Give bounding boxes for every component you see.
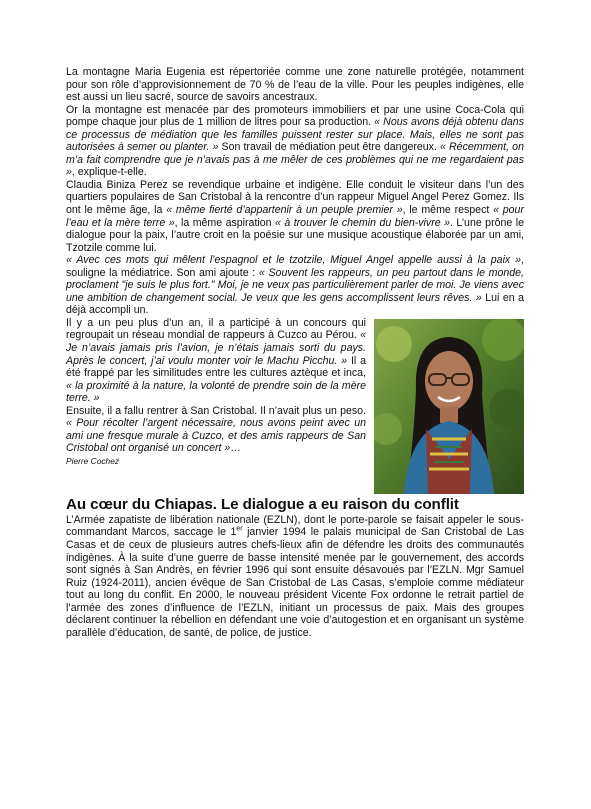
quote-water: « pour l’eau et la mère terre » [66, 204, 524, 229]
article-page [66, 66, 524, 639]
section-heading: Au cœur du Chiapas. Le dialogue a eu raison du conflit [66, 495, 459, 513]
superscript-er: er [236, 525, 243, 533]
quote-plane: « Je n’avais jamais pris l’avion, je n’étais jamais sorti du pays. Après le concert, j’ai voulu monter voir le Machu Picchu. » [66, 329, 366, 367]
text-mountain: La montagne Maria Eugenia est répertoriée comme une zone naturelle protégée, notamment pour son rôle d’approvisionnement de 70 % de l’eau de la ville. Pour les peuples indigènes, elle est aussi un lieu sacré, source de savoirs ancestraux. [66, 66, 524, 104]
quote-recent: « Récemment, on m’a fait comprendre que je n’avais pas à me mêler de ces problèmes qui ne me regardaient pas » [66, 141, 524, 179]
quote-pride: « même fierté d’appartenir à un peuple premier » [166, 204, 403, 217]
text-threat: Or la montagne est menacée par des promoteurs immobiliers et par une usine Coca-Cola qui pompe chaque jour plus de 1 million de litres pour sa production. [66, 103, 524, 129]
text-ellipsis: … [230, 442, 241, 455]
text-similarities: Il a été frappé par les similitudes entre les cultures aztèque et inca, [66, 354, 366, 380]
text-return: Ensuite, il a fallu rentrer à San Cristobal. Il n’avait plus un peso. [66, 404, 366, 417]
paragraph-mountain [66, 66, 524, 317]
text-ezln-a: L’Armée zapatiste de libération nationale (EZLN), dont le porte-parole se faisait appeler le sous-commandant Marcos, saccage le 1 [66, 513, 524, 539]
quote-rappers: « Souvent les rappeurs, un peu partout dans le monde, proclament "je suis le plus fort." Moi, je ne veux pas particulièrement parler de moi. Je viens avec une ambition de changement social. Je veux que les gens accomplissent leurs rêves. » [66, 266, 524, 304]
text-explains: , explique-t-elle. [71, 166, 147, 179]
text-ezln-b: janvier 1994 le palais municipal de San Cristobal de Las Casas et de ceux de plusieurs autres chefs-lieux afin de défendre les droits des communautés indigènes. À la suite d’une guerre de basse intensité menée par le gouvernement, des accords sont signés à San Andrès, en février 1996 qui sont ensuite désavoués par l’EZLN. Mgr Samuel Ruiz (1924-2011), ancien évêque de San Cristobal de Las Casas, s’emploie comme médiateur tout au long du conflit. En 2000, le nouveau président Vicente Fox ordonne le retrait partiel de l’armée des zones d’influence de l’EZLN, initiant un processus de paix. Mais des groupes déclarent continuer la rébellion en défendant une voie d’autogestion et en organisant un système parallèle d’éducation, de santé, de police, de justice. [66, 526, 524, 639]
author-byline: Pierre Cochez [66, 455, 120, 466]
text-respect: , le même respect [402, 204, 494, 217]
paragraph-ezln [66, 514, 524, 639]
text-aspiration: , la même aspiration [174, 216, 275, 229]
text-danger: Son travail de médiation peut être dangereux. [218, 141, 441, 154]
text-contest: Il y a un peu plus d’un an, il a participé à un concours qui regroupait un réseau mondial de rappeurs à Cuzco au Pérou. [66, 316, 366, 342]
quote-wellbeing: « à trouver le chemin du bien-vivre » [275, 216, 450, 229]
quote-nature: « la proximité à la nature, la volonté de prendre soin de la mère terre. » [66, 379, 366, 405]
text-accomplished: Lui en a déjà accompli un. [66, 291, 524, 317]
quote-words: « Avec ces mots qui mêlent l’espagnol et le tzotzile, Miguel Angel appelle aussi à la paix » [66, 254, 522, 267]
text-claudia: Claudia Biniza Perez se revendique urbaine et indigène. Elle conduit le visiteur dans l’un des quartiers populaires de San Cristobal à la rencontre d’un rappeur Miguel Angel Perez Gomez. Ils ont le même âge, la [66, 178, 524, 217]
quote-mural: « Pour récolter l’argent nécessaire, nous avons peint avec un ami une fresque murale à Cuzco, et des amis rappeurs de San Cristobal ont organisé un concert » [66, 417, 366, 455]
portrait-illustration [374, 319, 524, 494]
text-dialogue: . L’une prône le dialogue pour la paix, l’autre croit en la poésie sur une musique acoustique élaborée par un ami, Tzotzile comme lui. [66, 216, 524, 254]
quote-mediation: « Nous avons déjà obtenu dans ce processus de médiation que les familles puissent rester sur place. Mais, elles ne sont pas autorisées à semer ou planter. » [66, 116, 524, 154]
text-friend: , souligne la médiatrice. Son ami ajoute : [66, 254, 524, 279]
portrait-photo [374, 319, 524, 494]
